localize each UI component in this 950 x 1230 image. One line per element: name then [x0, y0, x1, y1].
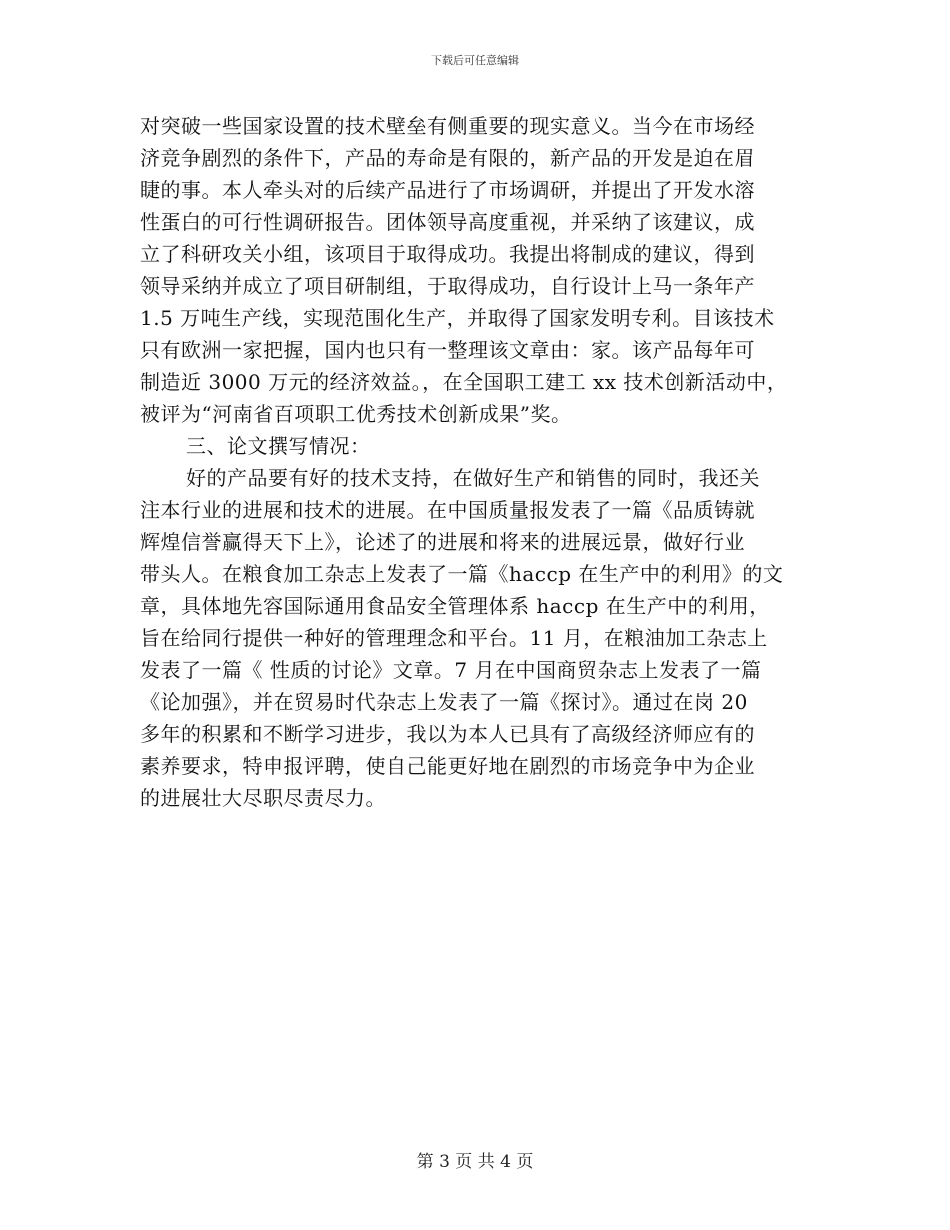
body-line: 济竞争剧烈的条件下，产品的寿命是有限的，新产品的开发是迫在眉: [140, 146, 755, 170]
body-line: 素养要求，特申报评聘，使自己能更好地在剧烈的市场竞争中为企业: [140, 754, 755, 778]
body-line: 对突破一些国家设置的技术壁垒有侧重要的现实意义。当今在市场经: [140, 114, 755, 138]
body-line: 性蛋白的可行性调研报告。团体领导高度重视，并采纳了该建议，成: [140, 210, 755, 234]
page-number: 第 3 页 共 4 页: [416, 1152, 534, 1172]
body-line: 制造近 3000 万元的经济效益。，在全国职工建工 xx 技术创新活动中，: [140, 370, 788, 394]
body-line: 只有欧洲一家把握，国内也只有一整理该文章由：家。该产品每年可: [140, 338, 755, 362]
section-heading: 三、论文撰写情况：: [186, 434, 371, 458]
body-line: 辉煌信誉赢得天下上》，论述了的进展和将来的进展远景，做好行业: [140, 530, 745, 554]
body-line: 《论加强》，并在贸易时代杂志上发表了一篇《探讨》。通过在岗 20: [140, 690, 748, 714]
body-line: 的进展壮大尽职尽责尽力。: [140, 786, 386, 810]
body-line: 多年的积累和不断学习进步，我以为本人已具有了高级经济师应有的: [140, 722, 755, 746]
paragraph-start-line: 好的产品要有好的技术支持，在做好生产和销售的同时，我还关: [186, 466, 760, 490]
body-line: 睫的事。本人牵头对的后续产品进行了市场调研，并提出了开发水溶: [140, 178, 755, 202]
document-body: [140, 110, 820, 814]
body-line: 立了科研攻关小组，该项目于取得成功。我提出将制成的建议，得到: [140, 242, 755, 266]
body-line: 注本行业的进展和技术的进展。在中国质量报发表了一篇《品质铸就: [140, 498, 755, 522]
body-line: 1.5 万吨生产线，实现范围化生产，并取得了国家发明专利。目该技术: [140, 306, 775, 330]
page-header-note: 下载后可任意编辑: [431, 54, 519, 67]
body-line: 带头人。在粮食加工杂志上发表了一篇《haccp 在生产中的利用》的文: [140, 562, 784, 586]
body-line: 旨在给同行提供一种好的管理理念和平台。11 月，在粮油加工杂志上: [140, 626, 768, 650]
body-line: 领导采纳并成立了项目研制组，于取得成功，自行设计上马一条年产: [140, 274, 755, 298]
body-line: 发表了一篇《 性质的讨论》文章。7 月在中国商贸杂志上发表了一篇: [140, 658, 762, 682]
body-line: 被评为“河南省百项职工优秀技术创新成果”奖。: [140, 402, 572, 426]
body-line: 章，具体地先容国际通用食品安全管理体系 haccp 在生产中的利用，: [140, 594, 770, 618]
